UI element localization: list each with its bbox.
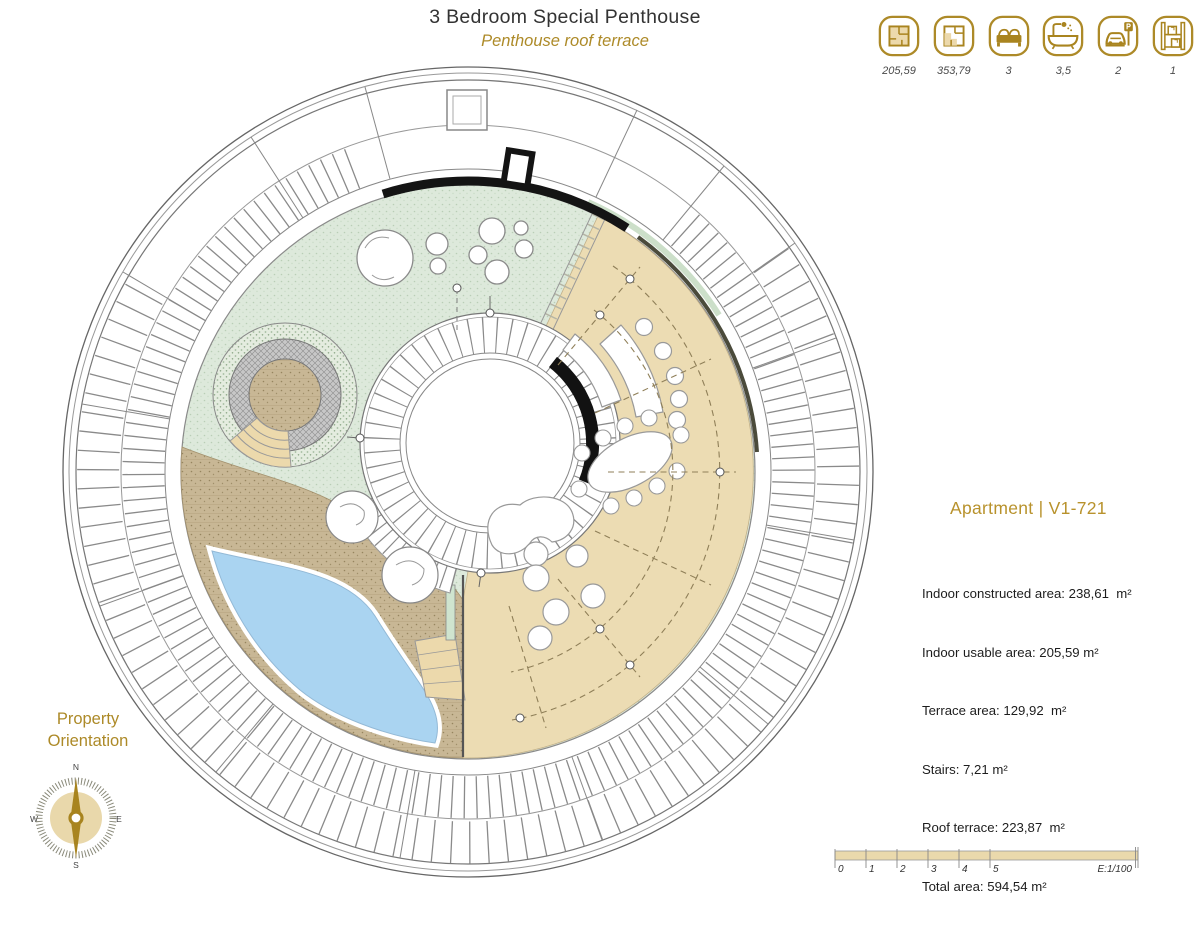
roof-vent [503, 150, 532, 186]
detail-line: Roof terrace: 223,87 m² [922, 820, 1065, 835]
stat-parking [1093, 14, 1143, 77]
page-subtitle: Penthouse roof terrace [481, 32, 649, 50]
scale-ratio-label: E:1/100 [1097, 864, 1132, 875]
glass-wall [446, 585, 455, 640]
floor-plan-filled-icon [877, 14, 921, 58]
detail-line: Indoor usable area: 205,59 m² [922, 644, 1099, 660]
page-title: 3 Bedroom Special Penthouse [429, 6, 701, 28]
detail-line: Indoor constructed area: 238,61 m² [922, 586, 1132, 601]
detail-line: Stairs: 7,21 m² [922, 761, 1008, 777]
cardinal-east: E [116, 814, 122, 824]
floor-plan-outline-icon [932, 14, 976, 58]
header [330, 6, 800, 51]
scale-tick-label: 3 [931, 864, 937, 875]
cardinal-north: N [72, 762, 80, 772]
stat-value: 205,59 [882, 65, 916, 77]
scale-tick-label: 1 [869, 864, 875, 875]
cardinal-west: W [29, 814, 39, 824]
compass-hub [70, 812, 82, 824]
detail-line: Total area: 594,54 m² [922, 878, 1047, 894]
stat-bedrooms [984, 14, 1034, 77]
scale-tick-label: 0 [838, 864, 844, 875]
detail-line: Terrace area: 129,92 m² [922, 703, 1067, 718]
apartment-title: Apartment | V1-721 [950, 498, 1107, 518]
stat-value: 3 [1005, 65, 1012, 77]
stat-value: 353,79 [936, 65, 971, 77]
scale-bar-body [835, 851, 1138, 860]
skylight-square [447, 90, 487, 130]
scale-tick-label: 2 [900, 864, 906, 875]
floor-plan [30, 62, 900, 880]
stat-value: 2 [1115, 65, 1122, 77]
orientation-label: Property Orientation [47, 710, 129, 750]
stat-storage [1148, 14, 1198, 77]
stat-value: 1 [1169, 65, 1177, 77]
bath-icon [1041, 14, 1085, 58]
cardinal-south: S [73, 860, 79, 870]
stat-bathrooms [1038, 14, 1088, 77]
spa-circle [213, 323, 357, 467]
stat-constructed-area [929, 14, 979, 77]
stats-row [874, 14, 1198, 77]
scale-bar [826, 838, 1166, 880]
scale-tick-label: 4 [962, 864, 968, 875]
compass [30, 758, 122, 870]
scale-tick-label: 5 [993, 864, 999, 875]
stat-value: 3,5 [1055, 65, 1072, 77]
bed-icon [987, 14, 1031, 58]
parking-icon [1096, 14, 1140, 58]
storage-icon [1151, 14, 1195, 58]
